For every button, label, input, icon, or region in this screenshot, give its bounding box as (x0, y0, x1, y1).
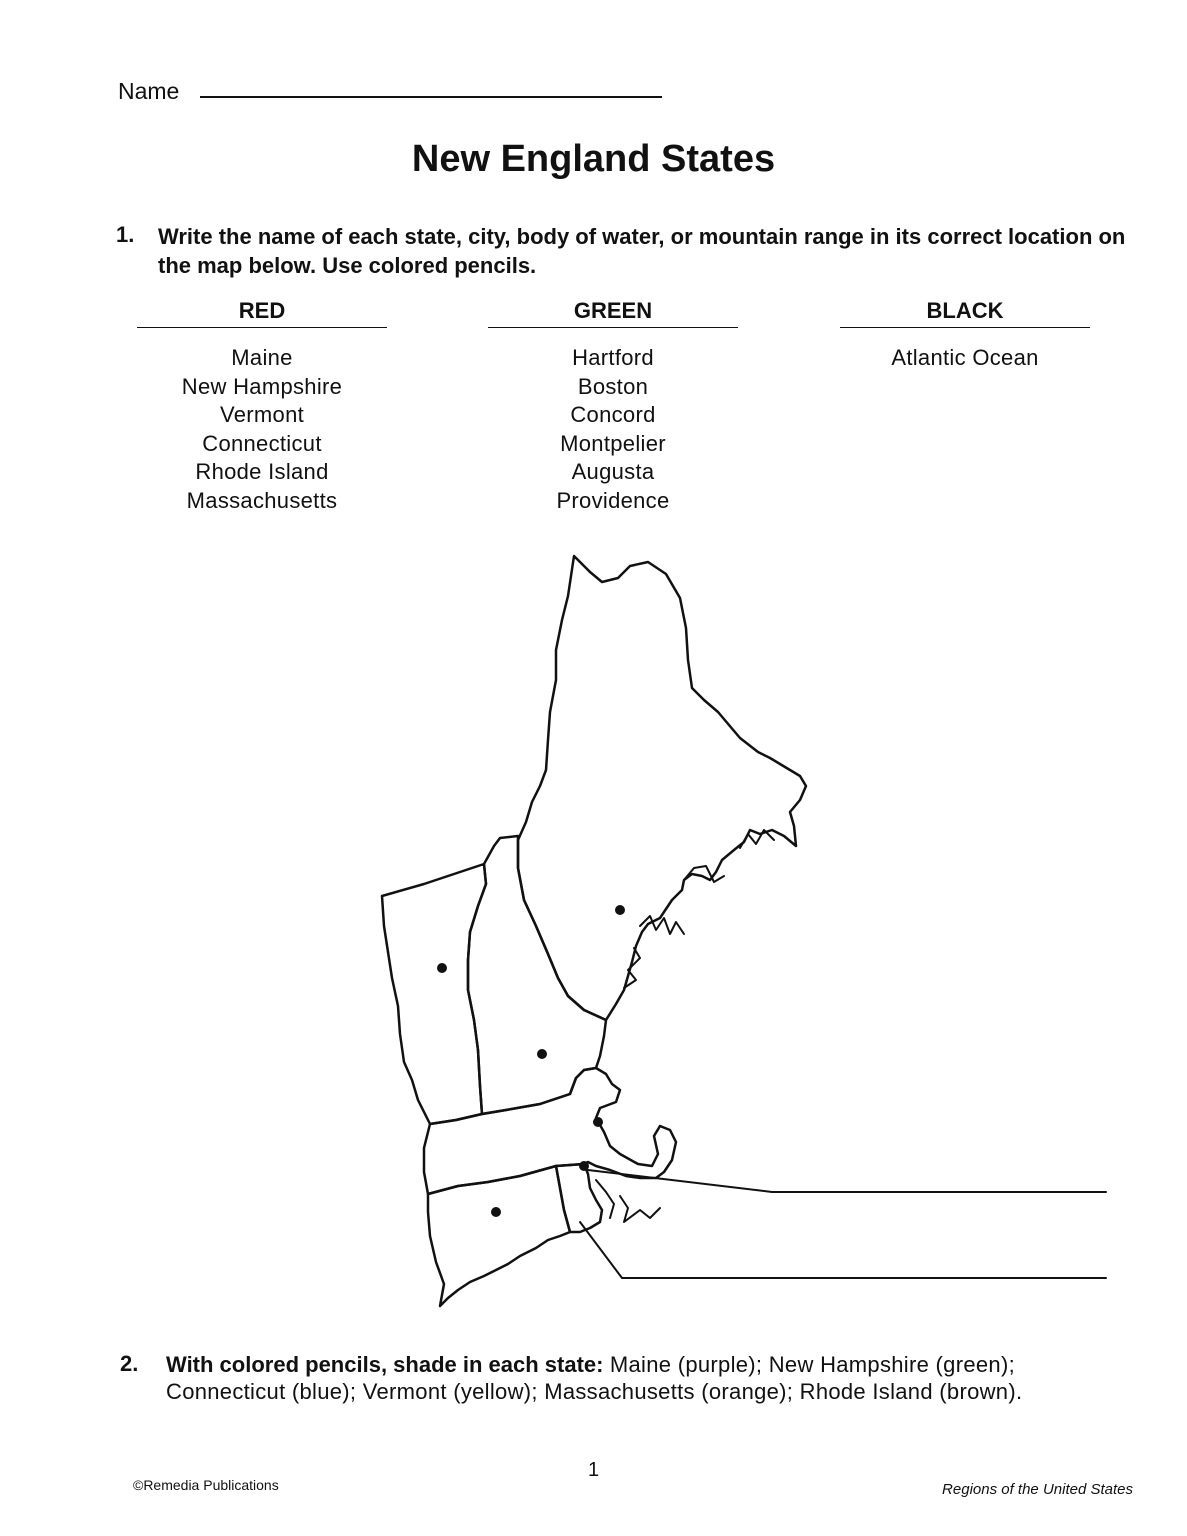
capital-dot-montpelier[interactable] (437, 963, 447, 973)
list-item: Connecticut (202, 430, 322, 456)
black-column-heading: BLACK (840, 298, 1090, 328)
list-item: Maine (231, 345, 293, 370)
green-column (488, 298, 738, 515)
list-item: Concord (570, 402, 656, 427)
new-hampshire-outline[interactable] (468, 836, 606, 1114)
name-blank-line[interactable] (200, 96, 662, 98)
list-item: Providence (556, 487, 670, 513)
list-item: Augusta (571, 459, 655, 484)
page-number: 1 (587, 1459, 600, 1481)
green-column-heading: GREEN (488, 298, 738, 328)
maine-outline[interactable] (518, 556, 806, 1020)
list-item: Hartford (572, 345, 654, 370)
black-column (840, 298, 1090, 373)
maine-coast-detail (624, 830, 774, 988)
question-2-number: 2. (120, 1351, 139, 1376)
question-2-body-text: Maine (purple); New Hampshire (green); Connecticut (blue); Vermont (yellow); Massachusetts (orange); Rhode Island (brown). (166, 1352, 1023, 1404)
capital-dot-hartford[interactable] (491, 1207, 501, 1217)
list-item: Massachusetts (186, 487, 338, 513)
question-2-bold-text: With colored pencils, shade in each state: (166, 1352, 604, 1377)
list-item: Vermont (219, 402, 305, 427)
name-label: Name (118, 78, 180, 104)
connecticut-outline[interactable] (428, 1166, 570, 1306)
list-item: Rhode Island (195, 459, 329, 484)
narragansett-bay-detail (596, 1180, 660, 1222)
publisher-credit: ©Remedia Publications (133, 1477, 279, 1493)
capital-dot-augusta[interactable] (615, 905, 625, 915)
rhode-island-outline[interactable] (556, 1164, 602, 1232)
leader-line-lower (580, 1222, 1106, 1278)
red-column (137, 298, 387, 515)
leader-line-upper (588, 1170, 1106, 1192)
capital-dot-concord[interactable] (537, 1049, 547, 1059)
list-item: Boston (577, 373, 649, 399)
list-item: New Hampshire (181, 373, 343, 399)
book-title: Regions of the United States (942, 1481, 1133, 1498)
question-1-text: Write the name of each state, city, body of water, or mountain range in its correct location on the map below. Use colored pencils. (158, 224, 1126, 278)
list-item: Montpelier (560, 430, 666, 456)
vermont-outline[interactable] (382, 864, 486, 1124)
list-item: Atlantic Ocean (891, 345, 1039, 370)
new-england-outline-map (0, 540, 1187, 1320)
question-2-text (166, 1351, 1126, 1405)
page-title: New England States (411, 138, 776, 180)
question-1-number: 1. (116, 222, 135, 247)
red-column-heading: RED (137, 298, 387, 328)
capital-dot-boston[interactable] (593, 1117, 603, 1127)
